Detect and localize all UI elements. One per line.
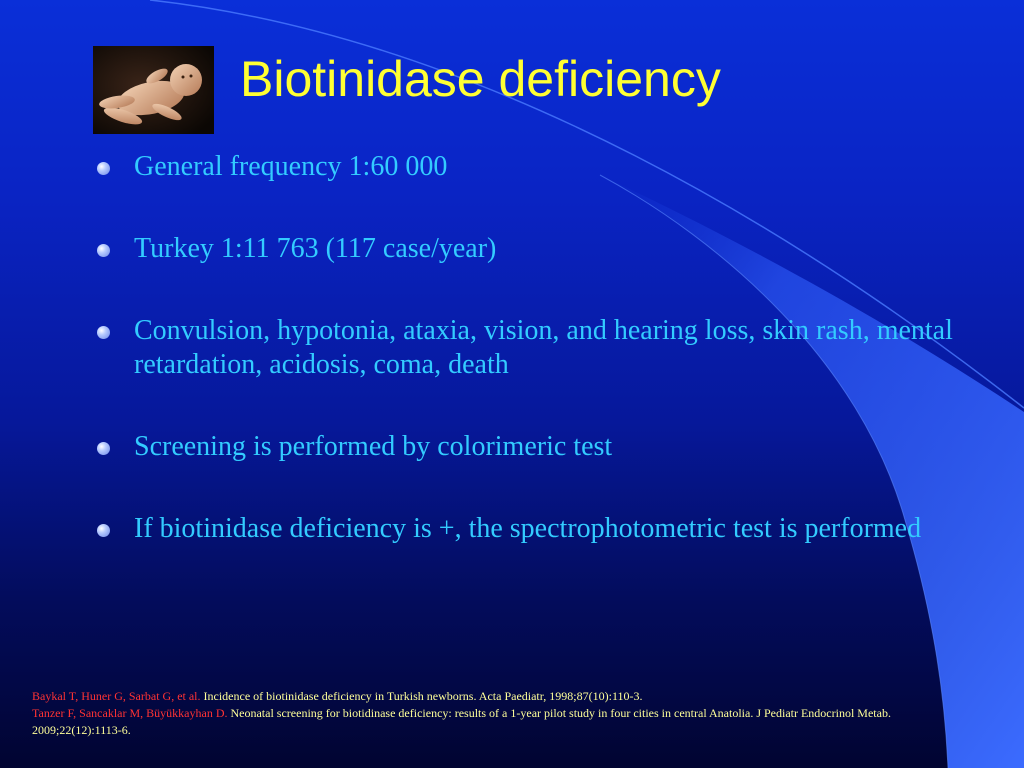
references bbox=[32, 688, 967, 739]
bullet-dot-icon bbox=[97, 162, 110, 175]
bullet-dot-icon bbox=[97, 442, 110, 455]
slide-title: Biotinidase deficiency bbox=[240, 51, 721, 107]
bullet-list bbox=[96, 150, 966, 546]
reference-citation: Neonatal screening for biotidinase deficiency: results of a 1-year pilot study in four cities in central Anatolia. J Pediatr Endocrinol Metab. 2009;22(12):1113-6. bbox=[32, 706, 891, 737]
reference-citation: Incidence of biotinidase deficiency in Turkish newborns. Acta Paediatr, 1998;87(10):110-3. bbox=[200, 689, 643, 703]
bullet-text: Screening is performed by colorimeric test bbox=[134, 431, 613, 462]
reference-item bbox=[32, 688, 967, 705]
bullet-text: General frequency 1:60 000 bbox=[134, 151, 448, 182]
reference-authors: Baykal T, Huner G, Sarbat G, et al. bbox=[32, 689, 201, 703]
bullet-item bbox=[96, 232, 966, 266]
bullet-dot-icon bbox=[97, 244, 110, 257]
bullet-item bbox=[96, 150, 966, 184]
bullet-item bbox=[96, 430, 966, 464]
reference-item bbox=[32, 705, 967, 739]
bullet-item bbox=[96, 512, 966, 546]
bullet-text: Turkey 1:11 763 (117 case/year) bbox=[134, 233, 497, 264]
bullet-text: If biotinidase deficiency is +, the spectrophotometric test is performed bbox=[134, 513, 922, 544]
bullet-dot-icon bbox=[97, 524, 110, 537]
bullet-dot-icon bbox=[97, 326, 110, 339]
bullet-text: Convulsion, hypotonia, ataxia, vision, and hearing loss, skin rash, mental retardation, acidosis, coma, death bbox=[134, 315, 953, 380]
bullet-item bbox=[96, 314, 966, 382]
reference-authors: Tanzer F, Sancaklar M, Büyükkayhan D. bbox=[32, 706, 228, 720]
baby-photo-icon bbox=[93, 46, 214, 134]
